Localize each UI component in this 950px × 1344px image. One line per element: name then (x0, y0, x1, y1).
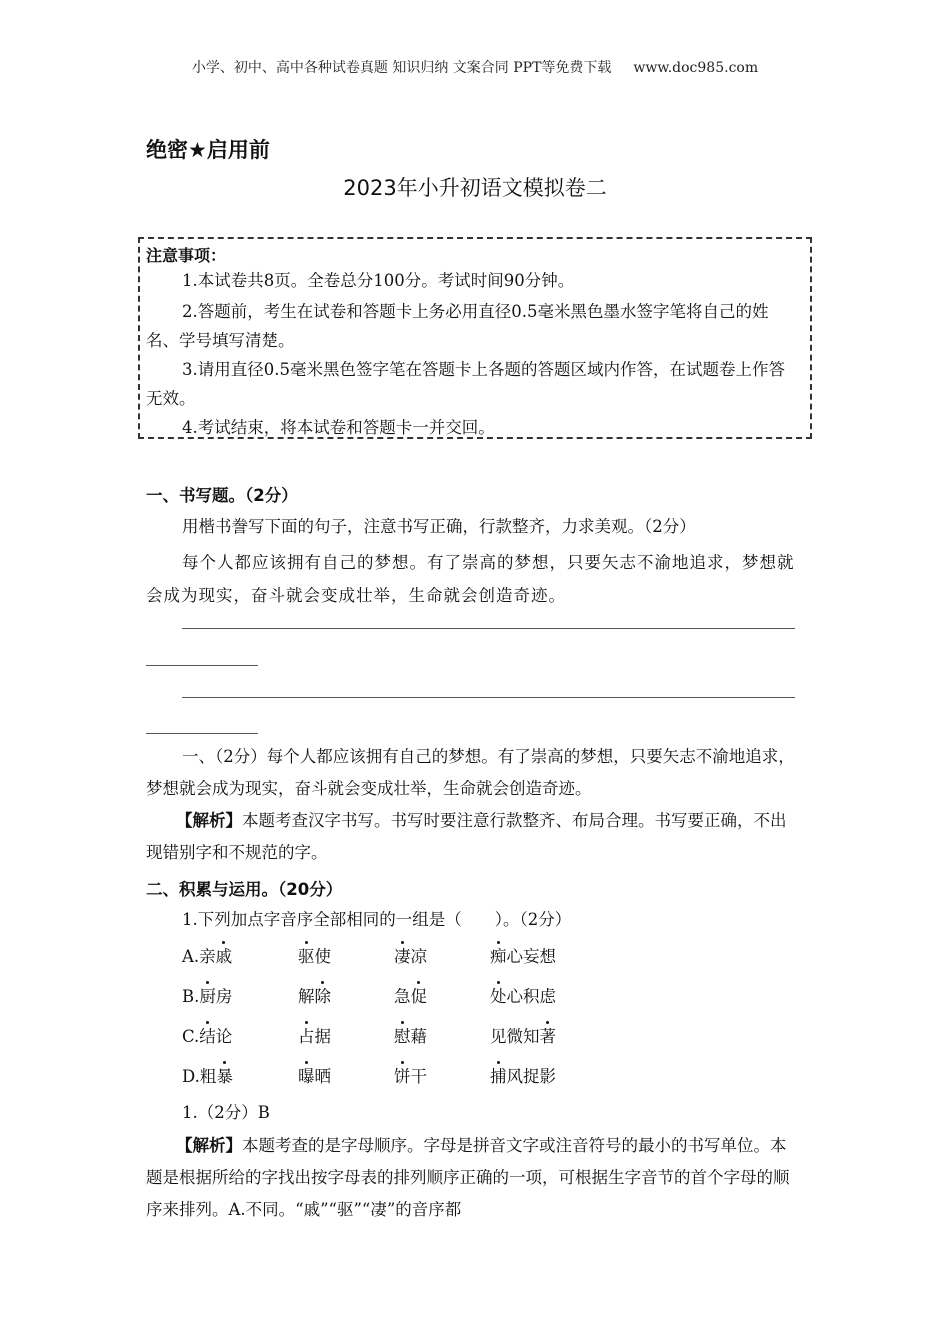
dotted-character: 痴 (490, 947, 507, 966)
option-letter: C. (182, 1027, 200, 1046)
dotted-character: 占 (298, 1027, 315, 1046)
dotted-character: 结 (199, 1027, 216, 1046)
dotted-character: 捕 (490, 1067, 507, 1086)
dotted-character: 促 (410, 987, 427, 1006)
option-word: 解除 (298, 987, 331, 1006)
header-site: www.doc985.com (633, 60, 759, 76)
writing-line[interactable] (146, 733, 258, 734)
option-word: 捕风捉影 (490, 1067, 556, 1086)
section1-answer: 一、（2分）每个人都应该拥有自己的梦想。有了崇高的梦想，只要矢志不渝地追求，梦想就会成为现实，奋斗就会变成壮举，生命就会创造奇迹。 (146, 747, 795, 798)
option-word: 曝晒 (298, 1067, 331, 1086)
dotted-character: 饼 (394, 1067, 411, 1086)
option-word: 占据 (298, 1027, 331, 1046)
notice-heading: 注意事项： (146, 246, 227, 265)
dotted-character: 暴 (216, 1067, 233, 1086)
option-word: 见微知著 (490, 1027, 556, 1046)
option-letter: B. (182, 987, 200, 1006)
dotted-character: 凄 (394, 947, 411, 966)
option-word: D.粗暴 (182, 1067, 233, 1086)
dotted-character: 著 (539, 1027, 556, 1046)
dotted-character: 除 (314, 987, 331, 1006)
section1-sentence: 每个人都应该拥有自己的梦想。有了崇高的梦想，只要矢志不渝地追求，梦想就会成为现实，奋斗就会变成壮举，生命就会创造奇迹。 (146, 553, 795, 605)
dotted-character: 厨 (199, 987, 216, 1006)
option-word: 驱使 (298, 947, 331, 966)
writing-line[interactable] (182, 697, 795, 698)
section1-instruction: 用楷书誊写下面的句子，注意书写正确，行款整齐，力求美观。（2分） (182, 517, 696, 536)
option-word: 凄凉 (394, 947, 427, 966)
writing-line[interactable] (146, 665, 258, 666)
option-word: B.厨房 (182, 987, 233, 1006)
option-letter: A. (182, 947, 200, 966)
notice-item: 2.答题前，考生在试卷和答题卡上务必用直径0.5毫米黑色墨水签字笔将自己的姓名、学号填写清楚。 (146, 302, 769, 350)
option-word: 饼干 (394, 1067, 427, 1086)
writing-line[interactable] (182, 628, 795, 629)
option-word: C.结论 (182, 1027, 233, 1046)
dotted-character: 曝 (298, 1067, 315, 1086)
option-word: 慰藉 (394, 1027, 427, 1046)
section1-analysis: 【解析】本题考查汉字书写。书写时要注意行款整齐、布局合理。书写要正确，不出现错别字和不规范的字。 (146, 811, 787, 862)
notice-item: 4.考试结束，将本试卷和答题卡一并交回。 (182, 418, 495, 437)
dotted-character: 戚 (215, 947, 233, 966)
q1-analysis: 【解析】本题考查的是字母顺序。字母是拼音文字或注音符号的最小的书写单位。本题是根据所给的字找出按字母表的排列顺序正确的一项，可根据生字音节的首个字母的顺序来排列。A.不同。“戚”“驱”“凄”的音序都 (146, 1136, 790, 1219)
option-word: 处心积虑 (490, 987, 556, 1006)
notice-item: 3.请用直径0.5毫米黑色签字笔在答题卡上各题的答题区域内作答，在试题卷上作答无效。 (146, 360, 785, 408)
confidential-label: 绝密★启用前 (146, 138, 270, 162)
q1-answer: 1.（2分）B (182, 1103, 270, 1122)
exam-title: 2023年小升初语文模拟卷二 (343, 176, 607, 200)
question-1: 1.下列加点字音序全部相同的一组是（ ）。（2分） (182, 910, 572, 929)
section1-heading: 一、书写题。（2分） (146, 486, 298, 505)
dotted-character: 驱 (298, 947, 315, 966)
dotted-character: 慰 (394, 1027, 411, 1046)
notice-item: 1.本试卷共8页。全卷总分100分。考试时间90分钟。 (182, 271, 575, 290)
dotted-character: 处 (490, 987, 507, 1006)
option-letter: D. (182, 1067, 200, 1086)
section2-heading: 二、积累与运用。（20分） (146, 880, 343, 899)
option-word: 痴心妄想 (490, 947, 556, 966)
page-header (0, 57, 950, 77)
option-word: A.亲戚 (182, 947, 233, 966)
header-text: 小学、初中、高中各种试卷真题 知识归纳 文案合同 PPT等免费下载 (191, 60, 612, 76)
option-word: 急促 (394, 987, 427, 1006)
